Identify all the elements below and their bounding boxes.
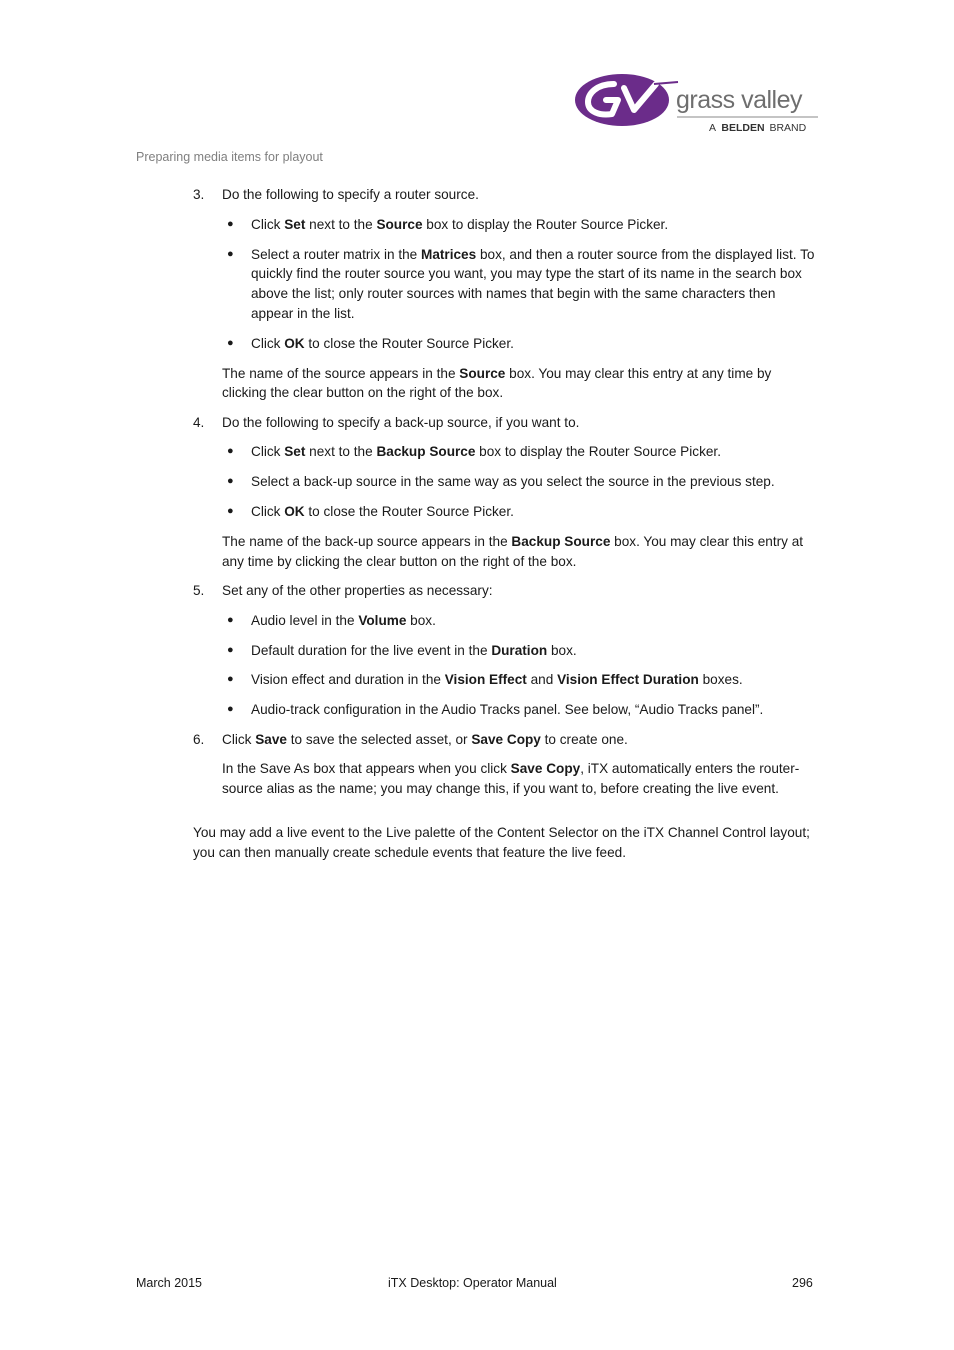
list-item: ● Click Set next to the Backup Source box to display the Router Source Picker. (222, 442, 818, 462)
brand-tagline-prefix: A (709, 122, 716, 134)
step-intro: Do the following to specify a back-up source, if you want to. (222, 414, 580, 430)
bullet-list (222, 611, 818, 720)
step-5 (193, 581, 818, 720)
running-head: Preparing media items for playout (136, 150, 323, 164)
bullet-icon: ● (227, 475, 234, 488)
step-3 (193, 185, 818, 403)
list-item: ● Click OK to close the Router Source Picker. (222, 502, 818, 522)
list-item: ● Vision effect and duration in the Vision Effect and Vision Effect Duration boxes. (222, 670, 818, 690)
list-item: ● Click OK to close the Router Source Picker. (222, 334, 818, 354)
step-number: 3. (193, 187, 205, 202)
step-number: 5. (193, 582, 205, 598)
main-content (193, 185, 818, 863)
step-4 (193, 413, 818, 572)
bullet-icon: ● (227, 613, 234, 626)
step-note: The name of the source appears in the Source box. You may clear this entry at any time by clicking the clear button on the right of the box. (222, 365, 772, 401)
step-6 (193, 730, 818, 798)
step-number: 6. (193, 731, 205, 747)
footer-date: March 2015 (136, 1276, 203, 1290)
brand-tagline-bold: BELDEN (721, 122, 765, 134)
list-item: ● Select a back-up source in the same way as you select the source in the previous step. (222, 472, 818, 492)
bullet-icon: ● (227, 643, 234, 656)
grass-valley-logo (574, 70, 824, 136)
step-intro: Do the following to specify a router source. (222, 187, 479, 202)
bullet-list (222, 442, 818, 521)
list-item: ● Default duration for the live event in the Duration box. (222, 641, 818, 661)
bullet-icon: ● (227, 703, 234, 716)
step-intro: Click Save to save the selected asset, or Save Copy to create one. (222, 731, 628, 747)
list-item: ● Select a router matrix in the Matrices box, and then a router source from the displayed list. To quickly find the router source you want, you may type the start of its name in the search box above the list; only router sources with names that begin with the same characters then appear in the list. (227, 246, 815, 321)
bullet-icon: ● (227, 673, 234, 686)
step-intro: Set any of the other properties as necessary: (222, 582, 493, 598)
gv-logo-mark (574, 70, 824, 136)
brand-name: grass valley (676, 86, 802, 114)
list-item: ● Audio-track configuration in the Audio Tracks panel. See below, “Audio Tracks panel”. (222, 700, 818, 720)
list-item: ● Click Set next to the Source box to display the Router Source Picker. (222, 215, 818, 235)
closing-paragraph: You may add a live event to the Live palette of the Content Selector on the iTX Channel Control layout; you can then manually create schedule events that feature the live feed. (193, 825, 810, 861)
step-number: 4. (193, 414, 205, 430)
svg-text:A BELDEN BRAND (709, 122, 807, 134)
footer-title: iTX Desktop: Operator Manual (388, 1276, 557, 1290)
brand-tagline-suffix: BRAND (769, 122, 807, 134)
bullet-icon: ● (227, 217, 234, 230)
bullet-icon: ● (227, 336, 234, 349)
bullet-list (222, 215, 818, 354)
step-note: The name of the back-up source appears in the Backup Source box. You may clear this entry at any time by clicking the clear button on the right of the box. (222, 533, 804, 569)
bullet-icon: ● (227, 505, 234, 518)
list-item: ● Audio level in the Volume box. (222, 611, 818, 631)
step-note: In the Save As box that appears when you click Save Copy, iTX automatically enters the router-source alias as the name; you may change this, if you want to, before creating the live event. (222, 760, 800, 796)
page-number: 296 (792, 1276, 813, 1290)
bullet-icon: ● (227, 445, 234, 458)
bullet-icon: ● (227, 247, 234, 260)
